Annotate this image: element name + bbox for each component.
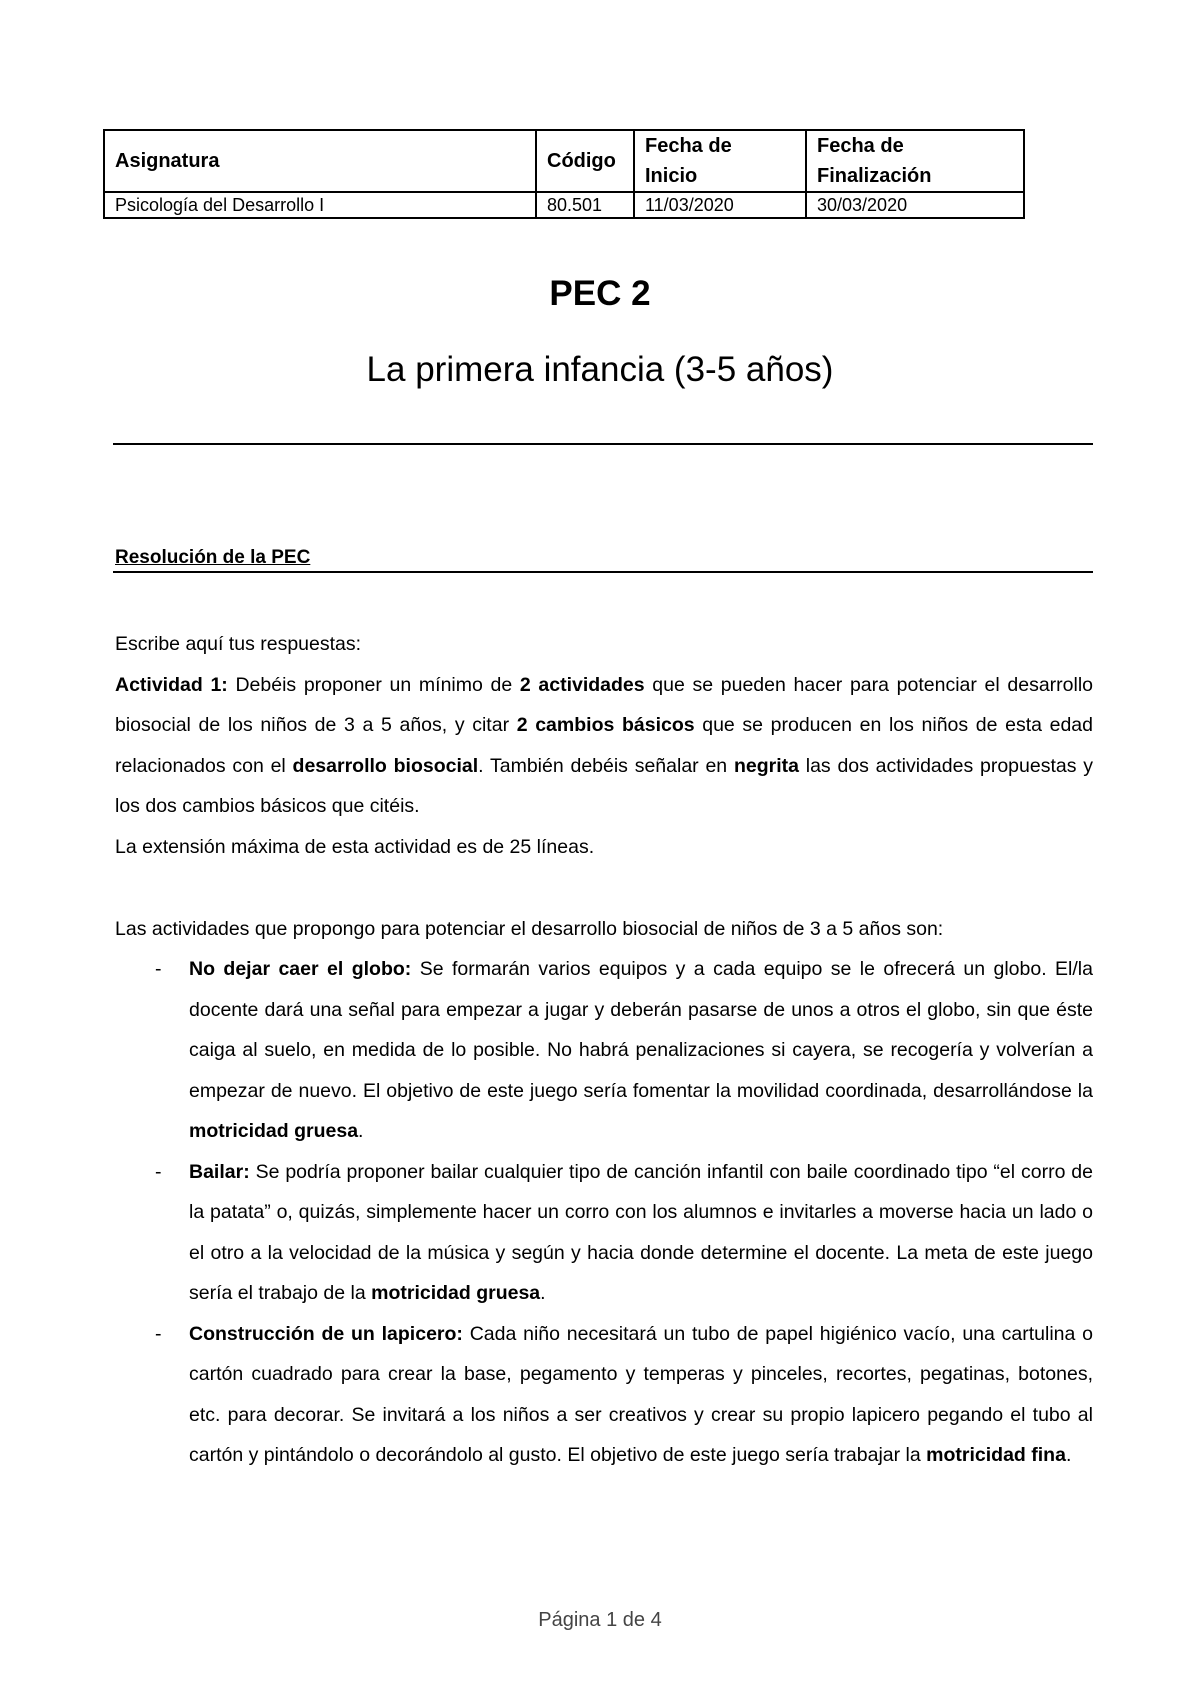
list-item [115, 1152, 1093, 1314]
header-fecha-inicio-line2: Inicio [645, 165, 698, 187]
activity-goal: motricidad gruesa [189, 1120, 359, 1142]
instr-bold: 2 actividades [519, 673, 645, 696]
list-item [115, 949, 1093, 1152]
instr-text: que se producen en los niños de esta edad relacionados con el [115, 714, 1093, 777]
activity-label: Actividad 1: [115, 673, 228, 696]
table-header-row [104, 130, 1024, 192]
table-row [104, 192, 1024, 218]
activity-end: . [358, 1120, 364, 1142]
activity-instructions [115, 665, 1093, 827]
bullet-dash: - [155, 958, 162, 980]
document-subtitle: La primera infancia (3-5 años) [366, 350, 834, 389]
activity-end: . [1065, 1444, 1072, 1466]
instr-bold: negrita [733, 754, 799, 777]
page-number: Página 1 de 4 [538, 1609, 662, 1631]
header-fecha-fin-line1: Fecha de [817, 135, 904, 157]
answer-prompt: Escribe aquí tus respuestas: [115, 633, 362, 655]
bullet-dash: - [155, 1160, 162, 1183]
header-codigo: Código [536, 130, 634, 192]
cell-codigo: 80.501 [536, 192, 634, 218]
activities-list [115, 949, 1093, 1476]
instr-bold: desarrollo biosocial [292, 754, 479, 777]
instructions-block [115, 624, 1093, 867]
cell-fecha-inicio: 11/03/2020 [634, 192, 806, 218]
section-divider [113, 571, 1093, 573]
instr-bold: 2 cambios básicos [516, 714, 695, 736]
instr-text: Debéis proponer un mínimo de [227, 673, 520, 696]
bullet-dash: - [155, 1322, 162, 1345]
activity-text: Se podría proponer bailar cualquier tipo de canción infantil con baile coordinado tipo “el corro de la patata” o, quizás, simplemente hacer un corro con los alumnos e invitarles a moverse hacia un lado o el otro a la velocidad de la música y según y hacia donde determine el docente. La meta de este juego sería el trabajo de la [189, 1160, 1093, 1304]
activity-goal: motricidad fina [926, 1444, 1066, 1466]
header-asignatura: Asignatura [104, 130, 536, 192]
activities-intro: Las actividades que propongo para potenciar el desarrollo biosocial de niños de 3 a 5 años son: [115, 918, 944, 940]
activity-end: . [540, 1282, 546, 1304]
activity-text: Cada niño necesitará un tubo de papel higiénico vacío, una cartulina o cartón cuadrado para crear la base, pegamento y temperas y pinceles, recortes, pegatinas, botones, etc. para decorar. Se invitará a los niños a ser creativos y crear su propio lapicero pegando el tubo al cartón y pintándolo o decorándolo al gusto. El objetivo de este juego sería trabajar la [189, 1322, 1093, 1466]
cell-asignatura: Psicología del Desarrollo I [104, 192, 536, 218]
activity-title: No dejar caer el globo: [189, 958, 412, 980]
cell-fecha-fin: 30/03/2020 [806, 192, 1024, 218]
instr-text: . También debéis señalar en [478, 754, 734, 777]
activity-title: Construcción de un lapicero: [189, 1322, 463, 1345]
activity-text: Se formarán varios equipos y a cada equipo se le ofrecerá un globo. El/la docente dará una señal para empezar a jugar y deberán pasarse de unos a otros el globo, sin que éste caiga al suelo, en medida de lo posible. No habrá penalizaciones si cayera, se recogería y volverían a empezar de nuevo. El objetivo de este juego sería fomentar la movilidad coordinada, desarrollándose la [189, 958, 1093, 1102]
document-title: PEC 2 [549, 274, 651, 313]
course-info-table [103, 129, 1025, 219]
instr-text: que se pueden hacer para potenciar el desarrollo biosocial de los niños de 3 a 5 años, y citar [115, 673, 1094, 736]
list-item [115, 1314, 1093, 1476]
activity-goal: motricidad gruesa [371, 1282, 541, 1304]
section-heading: Resolución de la PEC [115, 547, 311, 568]
header-fecha-fin-line2: Finalización [817, 165, 932, 187]
header-fecha-inicio-line1: Fecha de [645, 135, 732, 157]
header-fecha-fin [806, 130, 1024, 192]
instr-text: las dos actividades propuestas y los dos cambios básicos que citéis. [115, 754, 1094, 817]
activity-title: Bailar: [189, 1160, 250, 1183]
header-fecha-inicio [634, 130, 806, 192]
extension-note: La extensión máxima de esta actividad es de 25 líneas. [115, 835, 595, 858]
title-divider [113, 443, 1093, 445]
